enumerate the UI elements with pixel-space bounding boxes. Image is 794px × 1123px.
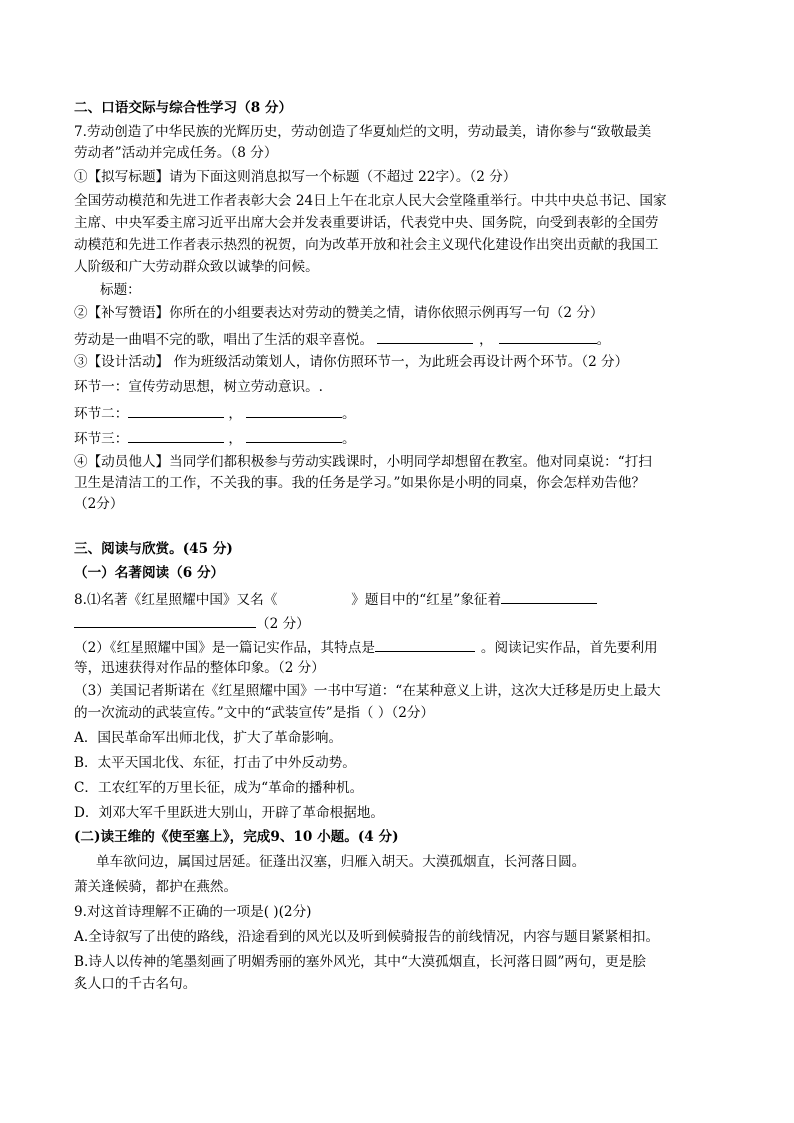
q8-1-cont — [74, 613, 722, 633]
q8-1-text-a: 8.⑴名著《红星照耀中国》又名《 — [74, 592, 278, 608]
poem-line2: 萧关逢候骑，都护在燕然。 — [74, 879, 238, 895]
q8-2-line2: 等，迅速获得对作品的整体印象。（2 分） — [74, 660, 325, 676]
answer-blank[interactable] — [501, 589, 597, 604]
news-line4: 人阶级和广大劳动群众致以诚挚的问候。 — [74, 259, 319, 275]
title-label: 标题： — [100, 282, 141, 298]
q8-1-score: （2 分） — [256, 616, 310, 632]
option-b: B．太平天国北伐、东征，打击了中外反动势。 — [74, 755, 356, 771]
q8-2-line — [74, 637, 722, 657]
comma: ， — [479, 332, 493, 348]
period: 。 — [596, 332, 611, 348]
subsection-one-title: （一）名著阅读（6 分） — [74, 565, 225, 581]
poem-line1: 单车欲问边，属国过居延。征蓬出汉塞，归雁入胡天。大漠孤烟直，长河落日圆。 — [96, 854, 586, 870]
news-line3: 动模范和先进工作者表示热烈的祝贺，向为改革开放和社会主义现代化建设作出突出贡献的我国工 — [74, 237, 659, 253]
q7-text-line1: 7.劳动创造了中华民族的光辉历史，劳动创造了华夏灿烂的文明，劳动最美，请你参与“致敬最美 — [74, 124, 652, 140]
news-line2: 主席、中央军委主席习近平出席大会并发表重要讲话，代表党中央、国务院，向受到表彰的全国劳 — [74, 215, 659, 231]
q7-text-line2: 劳动者”活动并完成任务。（8 分） — [74, 145, 278, 161]
section-two-title: 二、口语交际与综合性学习（8 分） — [74, 100, 293, 116]
q8-2-text-a: （2）《红星照耀中国》是一篇记实作品，其特点是 — [74, 640, 375, 656]
step2-line — [74, 403, 722, 423]
example-line — [74, 329, 722, 349]
q7d-line1: ④【动员他人】当同学们都积极参与劳动实践课时，小明同学却想留在教室。他对同桌说：“打扫 — [74, 454, 652, 470]
period: 。 — [341, 406, 356, 422]
answer-blank[interactable] — [128, 428, 224, 443]
comma: ， — [228, 406, 242, 422]
q7c-prompt: ③【设计活动】 作为班级活动策划人，请你仿照环节一，为此班会再设计两个环节。（2 分） — [74, 354, 629, 370]
q8-3-line2: 的一次流动的武装宣传。”文中的“武装宣传”是指（ ）（2分） — [74, 705, 435, 721]
q8-1-text-b: 》题目中的“红星”象征着 — [351, 592, 502, 608]
q9-prompt: 9.对这首诗理解不正确的一项是( )(2分) — [74, 904, 312, 920]
section-three-title: 三、阅读与欣赏。(45 分) — [74, 541, 233, 557]
q9-option-b-line1: B.诗人以传神的笔墨刻画了明媚秀丽的塞外风光，其中“大漠孤烟直，长河落日圆”两句，更是脍 — [74, 954, 646, 970]
answer-blank[interactable] — [246, 403, 342, 418]
q9-option-a: A.全诗叙写了出使的路线，沿途看到的风光以及听到候骑报告的前线情况，内容与题目紧紧相扣。 — [74, 929, 660, 945]
answer-blank[interactable] — [377, 329, 473, 344]
q8-3-line1: （3）美国记者斯诺在《红星照耀中国》一书中写道：“在某种意义上讲，这次大迁移是历史上最大 — [74, 683, 661, 699]
answer-blank[interactable] — [246, 428, 342, 443]
option-a: A．国民革命军出师北伐，扩大了革命影响。 — [74, 730, 343, 746]
option-c: C．工农红军的万里长征，成为“革命的播种机。 — [74, 780, 364, 796]
answer-blank[interactable] — [74, 613, 256, 628]
example-text: 劳动是一曲唱不完的歌，唱出了生活的艰辛喜悦。 — [74, 332, 374, 348]
option-d: D．刘邓大军千里跃进大别山，开辟了革命根据地。 — [74, 805, 384, 821]
comma: ， — [228, 431, 242, 447]
q7b-prompt: ②【补写赞语】你所在的小组要表达对劳动的赞美之情，请你依照示例再写一句（2 分） — [74, 305, 604, 321]
step3-label: 环节三： — [74, 431, 129, 447]
q7d-line3: （2分） — [74, 496, 124, 512]
answer-blank[interactable] — [499, 329, 597, 344]
q8-1-line — [74, 589, 722, 609]
step3-line — [74, 428, 722, 448]
q7d-line2: 卫生是清洁工的工作，不关我的事。我的任务是学习。”如果你是小明的同桌，你会怎样劝告他？ — [74, 475, 646, 491]
q7a-prompt: ①【拟写标题】请为下面这则消息拟写一个标题（不超过 22字）。（2 分） — [74, 169, 517, 185]
step1-text: 环节一：宣传劳动思想，树立劳动意识。. — [74, 379, 324, 395]
step2-label: 环节二： — [74, 406, 129, 422]
answer-blank[interactable] — [128, 403, 224, 418]
answer-blank[interactable] — [375, 637, 475, 652]
q8-2-text-b: 。阅读记实作品，首先要利用 — [480, 640, 658, 656]
subsection-two-title: (二)读王维的《使至塞上》，完成9、10 小题。(4 分) — [74, 829, 399, 845]
news-line1: 全国劳动模范和先进工作者表彰大会 24日上午在北京人民大会堂隆重举行。中共中央总书记、国家 — [74, 193, 667, 209]
period: 。 — [341, 431, 356, 447]
q9-option-b-line2: 炙人口的千古名句。 — [74, 976, 197, 992]
